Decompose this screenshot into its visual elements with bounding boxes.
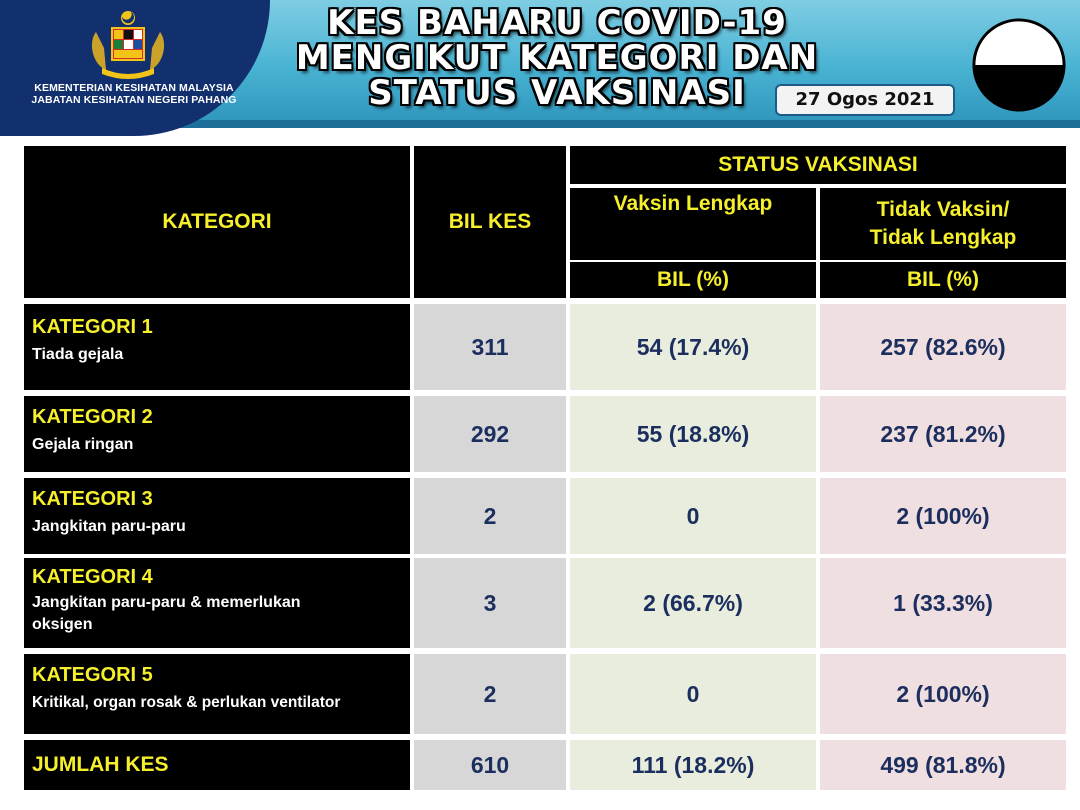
header-status-vaksinasi: STATUS VAKSINASI bbox=[570, 146, 1066, 184]
vaksin-lengkap-value: 55 (18.8%) bbox=[570, 396, 816, 472]
category-name: KATEGORI 1 bbox=[32, 316, 153, 338]
category-description: Gejala ringan bbox=[32, 436, 134, 453]
header-bil-pct-tidak: BIL (%) bbox=[820, 262, 1066, 298]
date-badge: 27 Ogos 2021 bbox=[775, 84, 955, 116]
category-description: Jangkitan paru-paru bbox=[32, 518, 186, 535]
tidak-vaksin-value: 2 (100%) bbox=[820, 478, 1066, 554]
vaksin-lengkap-value: 54 (17.4%) bbox=[570, 304, 816, 390]
total-vaksin-lengkap: 111 (18.2%) bbox=[570, 740, 816, 790]
category-description: Jangkitan paru-paru & memerlukan oksigen bbox=[32, 594, 301, 633]
total-tidak-vaksin: 499 (81.8%) bbox=[820, 740, 1066, 790]
tidak-vaksin-value: 2 (100%) bbox=[820, 654, 1066, 734]
title-line-1: KES BAHARU COVID-19 bbox=[327, 3, 787, 43]
header-kategori: KATEGORI bbox=[24, 146, 410, 298]
ministry-name bbox=[16, 82, 252, 106]
header-bil-pct-vaksin: BIL (%) bbox=[570, 262, 816, 298]
vaksin-lengkap-value: 2 (66.7%) bbox=[570, 558, 816, 648]
bil-kes-value: 2 bbox=[414, 654, 566, 734]
category-name: KATEGORI 4 bbox=[32, 566, 153, 588]
header-tidak-vaksin-line-2: Tidak Lengkap bbox=[869, 226, 1017, 249]
table-row-kategori-4 bbox=[24, 558, 410, 648]
category-description: Kritikal, organ rosak & perlukan ventilator bbox=[32, 694, 341, 711]
tidak-vaksin-value: 1 (33.3%) bbox=[820, 558, 1066, 648]
pahang-flag-icon bbox=[970, 16, 1068, 114]
bil-kes-value: 311 bbox=[414, 304, 566, 390]
page-title bbox=[262, 3, 852, 113]
bil-kes-value: 2 bbox=[414, 478, 566, 554]
header-tidak-vaksin-line-1: Tidak Vaksin/ bbox=[876, 198, 1010, 221]
table-row-kategori-5 bbox=[24, 654, 410, 734]
vaksin-lengkap-value: 0 bbox=[570, 478, 816, 554]
title-line-2: MENGIKUT KATEGORI DAN bbox=[295, 38, 819, 78]
total-bil-kes: 610 bbox=[414, 740, 566, 790]
total-row-label: JUMLAH KES bbox=[24, 740, 410, 790]
title-line-3: STATUS VAKSINASI bbox=[368, 73, 746, 113]
table-row-kategori-3 bbox=[24, 478, 410, 554]
category-description: Tiada gejala bbox=[32, 346, 124, 363]
category-name: KATEGORI 3 bbox=[32, 488, 153, 510]
tidak-vaksin-value: 257 (82.6%) bbox=[820, 304, 1066, 390]
malaysia-coat-of-arms-icon bbox=[88, 8, 168, 80]
table-row-kategori-2 bbox=[24, 396, 410, 472]
bil-kes-value: 292 bbox=[414, 396, 566, 472]
category-name: KATEGORI 2 bbox=[32, 406, 153, 428]
category-name: KATEGORI 5 bbox=[32, 664, 153, 686]
bil-kes-value: 3 bbox=[414, 558, 566, 648]
vaksin-lengkap-value: 0 bbox=[570, 654, 816, 734]
header-bil-kes: BIL KES bbox=[414, 146, 566, 298]
header-tidak-vaksin bbox=[820, 188, 1066, 260]
table-row-kategori-1 bbox=[24, 304, 410, 390]
header-vaksin-lengkap: Vaksin Lengkap bbox=[570, 188, 816, 260]
ministry-line-1: KEMENTERIAN KESIHATAN MALAYSIA bbox=[34, 82, 234, 94]
tidak-vaksin-value: 237 (81.2%) bbox=[820, 396, 1066, 472]
ministry-line-2: JABATAN KESIHATAN NEGERI PAHANG bbox=[31, 94, 237, 106]
